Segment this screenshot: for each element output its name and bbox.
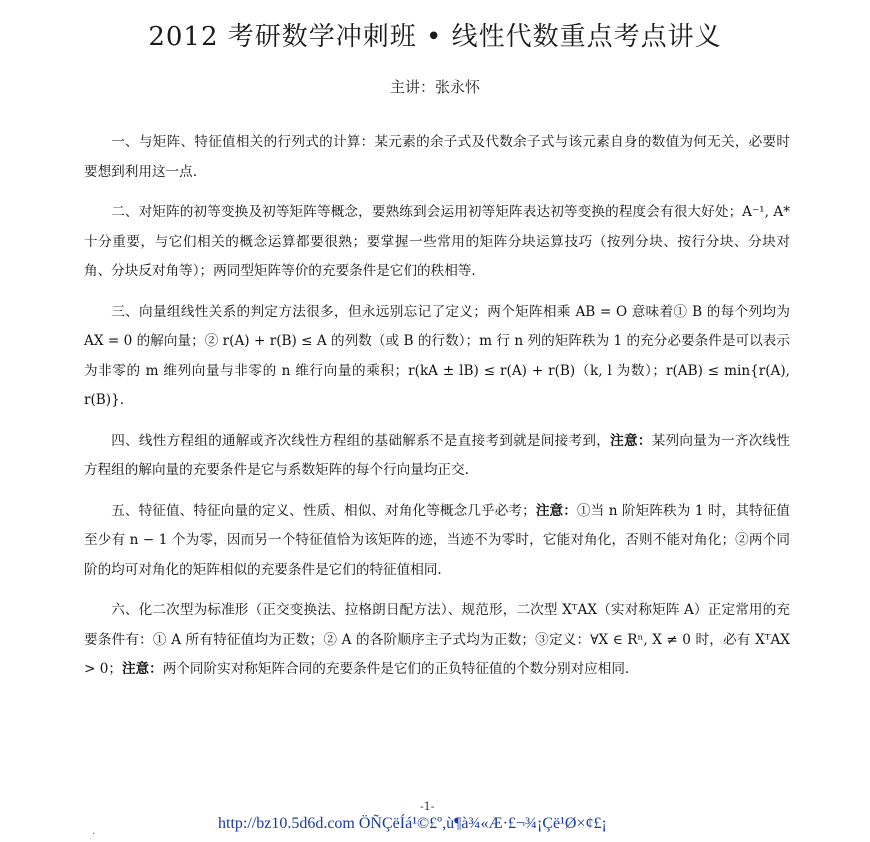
paragraph-6-note: 注意： (121, 661, 163, 677)
paragraph-3: 三、向量组线性关系的判定方法很多，但永远别忘记了定义；两个矩阵相乘 AB = O 意味着① B 的每个列均为 AX = 0 的解向量；② r(A) + r(B) ≤ A 的列数（或 B 的行数）；m 行 n 列的矩阵秩为 1 的充分必要条件是可以表示为非零的 m 维列向量与非零的 n 维行向量的乘积；r(kA ± lB) ≤ r(A) + r(B)（k, l 为数）；r(AB) ≤ min{r(A), r(B)}. (84, 303, 790, 408)
paragraph-5-text-b: ①当 n 阶矩阵秩为 1 时，其特征值至少有 n − 1 个为零，因而另一个特征值恰为该矩阵的迹，当迹不为零时，它能对角化，否则不能对角化；②两个同阶的均可对角化的矩阵相似的充要条件是它们的特征值相同. (84, 502, 791, 578)
paragraph-6-text-b: 两个同阶实对称矩阵合同的充要条件是它们的正负特征值的个数分别对应相同. (162, 661, 630, 677)
paragraph-1: 一、与矩阵、特征值相关的行列式的计算：某元素的余子式及代数余子式与该元素自身的数值为何无关，必要时要想到利用这一点. (84, 134, 790, 180)
paragraph-5-note: 注意： (535, 502, 577, 519)
paragraph-2: 二、对矩阵的初等变换及初等矩阵等概念，要熟练到会运用初等矩阵表达初等变换的程度会有很大好处；A⁻¹, A* 十分重要，与它们相关的概念运算都要很熟；要掌握一些常用的矩阵分块运算技巧（按列分块、按行分块、分块对角、分块反对角等）；两同型矩阵等价的充要条件是它们的秩相等. (84, 204, 790, 279)
paragraph-6-text-a: 六、化二次型为标准形（正交变换法、拉格朗日配方法）、规范形，二次型 XᵀAX（实对称矩阵 A）正定常用的充要条件有：① A 所有特征值均为正数；② A 的各阶顺序主子式均为正数；③定义：∀X ∈ Rⁿ, X ≠ 0 时，必有 XᵀAX > 0； (84, 602, 790, 677)
lecturer-line: 主讲：张永怀 (389, 78, 480, 96)
footer-dot: . (92, 826, 96, 837)
paragraph-4-text-b: 某列向量为一齐次线性方程组的解向量的充要条件是它与系数矩阵的每个行向量均正交. (84, 432, 791, 478)
page-number: -1- (420, 800, 435, 813)
document-body (84, 128, 790, 696)
page-title: 2012 考研数学冲刺班 • 线性代数重点考点讲义 (148, 22, 722, 52)
paragraph-5 (84, 497, 790, 586)
footer-url-link[interactable]: http://bz10.5d6d.com ÖÑÇëÍá¹©£º,ù¶à¾«Æ·£¬¾¡Çë¹Ø×¢£¡ (218, 815, 607, 832)
paragraph-4-note: 注意： (610, 432, 652, 449)
paragraph-5-text-a: 五、特征值、特征向量的定义、性质、相似、对角化等概念几乎必考； (111, 502, 536, 519)
paragraph-6 (84, 596, 790, 685)
paragraph-4 (84, 427, 790, 486)
paragraph-4-text-a: 四、线性方程组的通解或齐次线性方程组的基础解系不是直接考到就是间接考到， (111, 432, 611, 449)
